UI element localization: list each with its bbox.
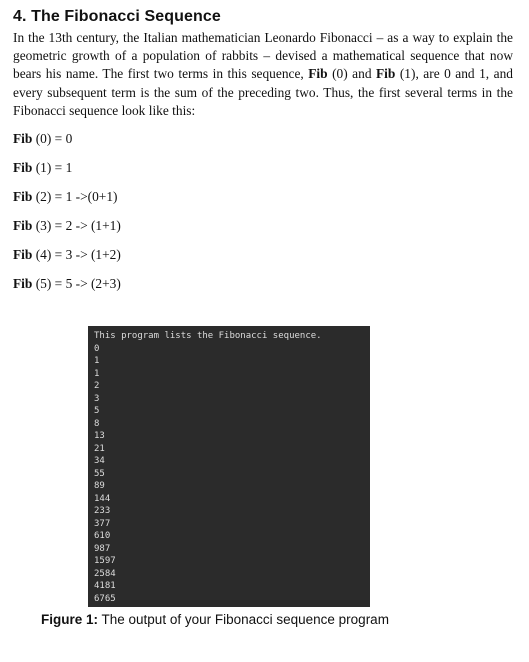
console-line: 89 <box>94 481 105 491</box>
console-line: 0 <box>94 343 100 354</box>
console-line: 6765 <box>94 593 116 604</box>
term-fn: Fib <box>13 189 33 204</box>
term-fib-3 <box>13 217 121 246</box>
console-line: 610 <box>94 531 111 541</box>
figure-caption-text: The output of your Fibonacci sequence program <box>98 612 389 627</box>
term-fn: Fib <box>13 276 33 291</box>
console-line: 55 <box>94 468 105 479</box>
console-line: 8 <box>94 418 100 429</box>
figure-caption <box>41 612 389 627</box>
console-line: 233 <box>94 506 111 516</box>
paragraph-text: (1), are 0 and 1, and every subsequent term is the sum of the preceding two. Thus, the first several terms in the Fibonacci sequence look like this: <box>13 66 513 118</box>
figure-label: Figure 1: <box>41 612 99 627</box>
console-line: 13 <box>94 431 105 441</box>
console-line: 34 <box>94 456 105 466</box>
console-line: 5 <box>94 406 100 416</box>
term-fn: Fib <box>13 160 33 175</box>
console-line: 1 <box>94 356 100 366</box>
term-fn: Fib <box>13 131 33 146</box>
term-fib-4 <box>13 246 121 275</box>
console-line: 1597 <box>94 556 116 566</box>
console-line: 1 <box>94 368 100 379</box>
console-line: 2 <box>94 381 100 391</box>
paragraph-bold-fib: Fib <box>376 66 396 82</box>
term-expr: (0) = 0 <box>32 131 73 146</box>
term-fib-5 <box>13 275 121 304</box>
console-output-screenshot <box>88 326 370 607</box>
term-fib-0 <box>13 130 121 159</box>
console-line: 144 <box>94 493 111 504</box>
console-line: 2584 <box>94 568 116 579</box>
console-values <box>94 343 370 606</box>
term-expr: (5) = 5 -> (2+3) <box>32 276 121 291</box>
console-line: 377 <box>94 518 111 529</box>
fibonacci-terms-list <box>13 130 121 304</box>
console-line: 3 <box>94 393 100 404</box>
console-header-line: This program lists the Fibonacci sequence. <box>94 331 322 341</box>
term-expr: (2) = 1 ->(0+1) <box>32 189 118 204</box>
paragraph-text: (0) and <box>327 66 376 82</box>
term-fib-2 <box>13 188 121 217</box>
term-fib-1 <box>13 159 121 188</box>
term-fn: Fib <box>13 247 33 262</box>
paragraph-text: In the 13th century, the Italian mathematician Leonardo Fibonacci – as a way to explain the geometric growth of a population of rabbits – devised a mathematical sequence that now bears his name. The first two terms in this sequence, <box>13 30 513 82</box>
console-line: 4181 <box>94 581 116 591</box>
paragraph-bold-fib: Fib <box>308 66 328 82</box>
intro-paragraph <box>13 29 513 120</box>
console-line: 987 <box>94 543 111 554</box>
term-fn: Fib <box>13 218 33 233</box>
section-heading: 4. The Fibonacci Sequence <box>13 8 221 25</box>
term-expr: (3) = 2 -> (1+1) <box>32 218 121 233</box>
term-expr: (4) = 3 -> (1+2) <box>32 247 121 262</box>
console-line: 21 <box>94 443 105 454</box>
term-expr: (1) = 1 <box>32 160 73 175</box>
